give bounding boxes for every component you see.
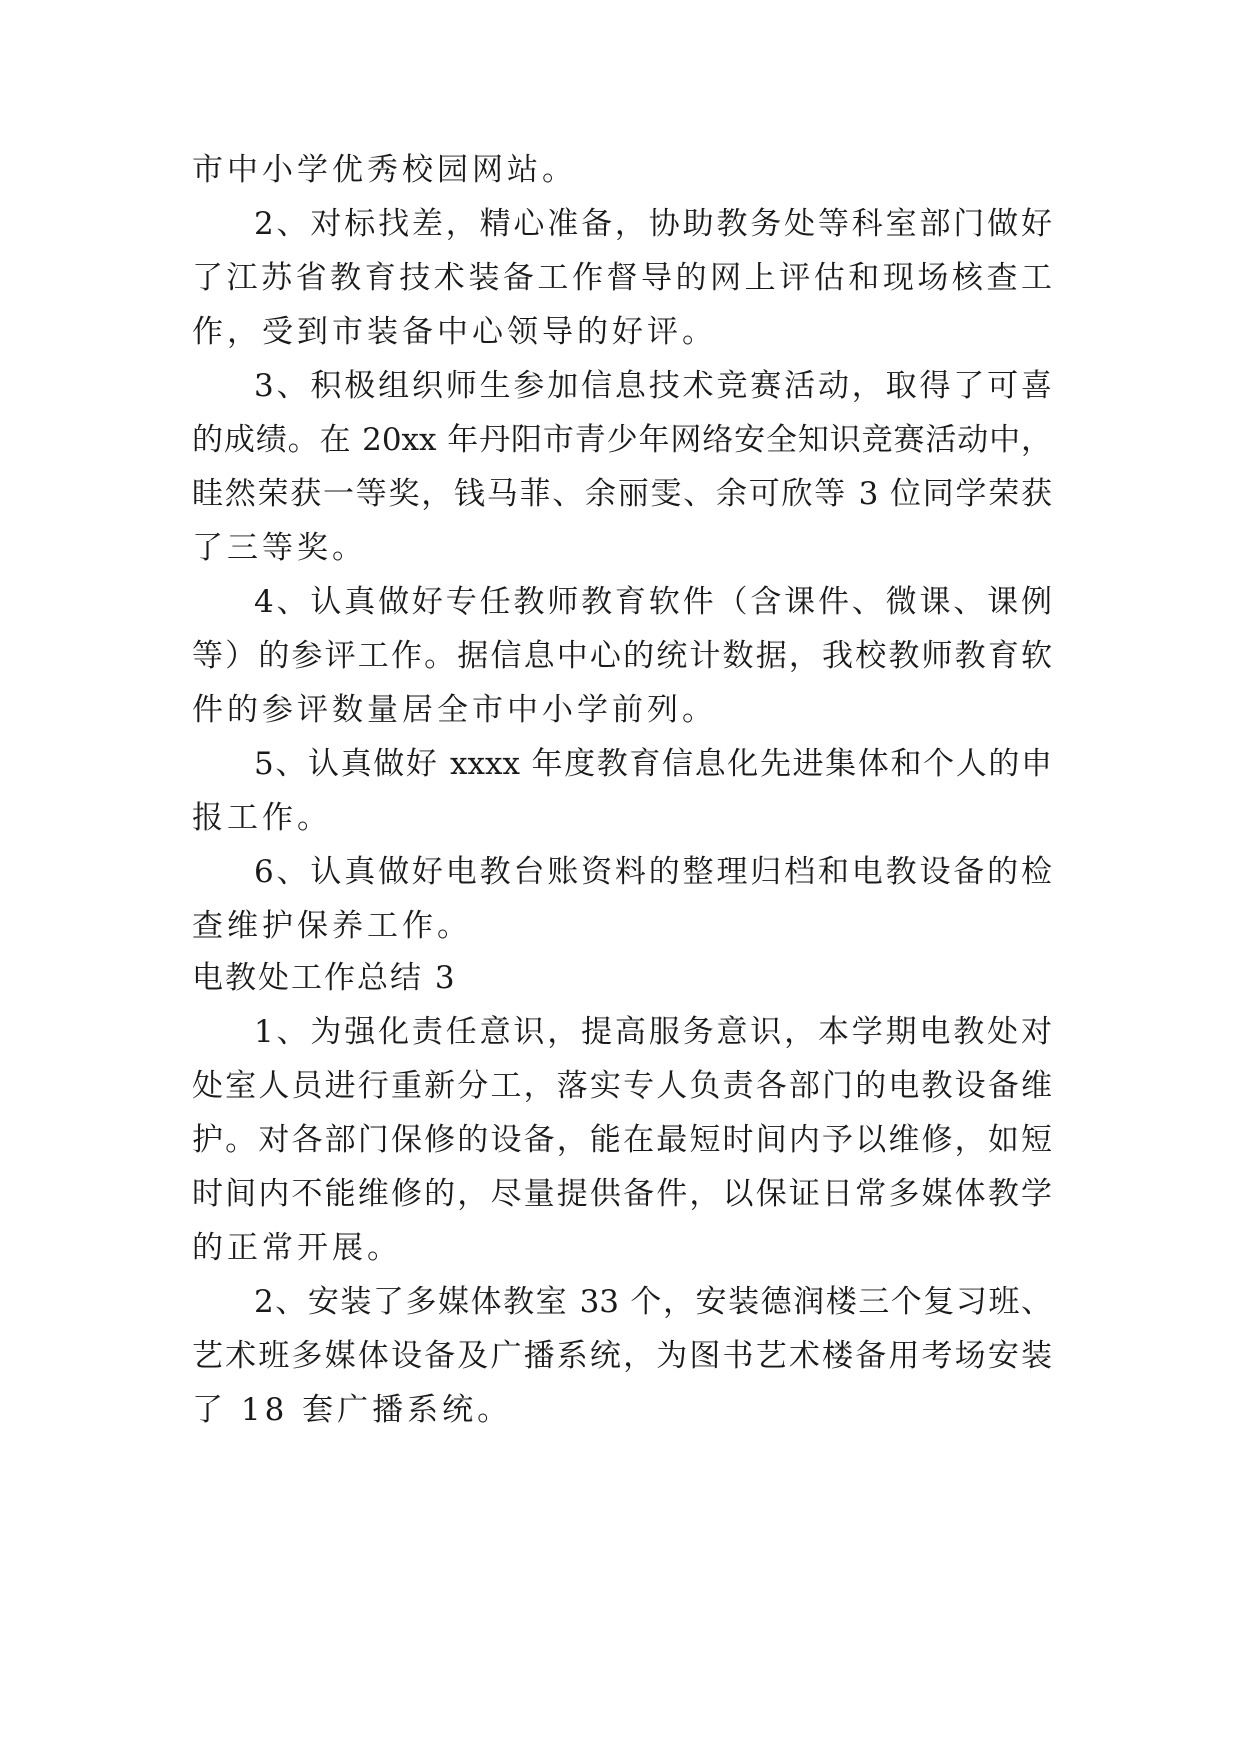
- text-line: 5、认真做好 xxxx 年度教育信息化先进集体和个人的申: [254, 746, 1052, 782]
- text-line: 等）的参评工作。据信息中心的统计数据，我校教师教育软: [192, 638, 1052, 674]
- text-line: 2、对标找差，精心准备，协助教务处等科室部门做好: [254, 206, 1052, 242]
- text-line: 眭然荣获一等奖，钱马菲、余丽雯、余可欣等 3 位同学荣获: [192, 476, 1052, 512]
- text-line: 报工作。: [192, 800, 332, 836]
- text-line: 1、为强化责任意识，提高服务意识，本学期电教处对: [254, 1014, 1052, 1050]
- text-line: 了江苏省教育技术装备工作督导的网上评估和现场核查工: [192, 260, 1052, 296]
- text-line: 6、认真做好电教台账资料的整理归档和电教设备的检: [254, 854, 1052, 890]
- text-line: 2、安装了多媒体教室 33 个，安装德润楼三个复习班、: [254, 1284, 1052, 1320]
- text-line: 时间内不能维修的，尽量提供备件，以保证日常多媒体教学: [192, 1176, 1052, 1212]
- text-line: 的正常开展。: [192, 1230, 402, 1266]
- text-line: 4、认真做好专任教师教育软件（含课件、微课、课例: [254, 584, 1052, 620]
- text-line: 处室人员进行重新分工，落实专人负责各部门的电教设备维: [192, 1068, 1052, 1104]
- text-line: 查维护保养工作。: [192, 908, 472, 944]
- text-line: 了三等奖。: [192, 530, 367, 566]
- text-line: 护。对各部门保修的设备，能在最短时间内予以维修，如短: [192, 1122, 1052, 1158]
- text-line: 作，受到市装备中心领导的好评。: [192, 314, 717, 350]
- text-line: 市中小学优秀校园网站。: [192, 152, 577, 188]
- text-line: 件的参评数量居全市中小学前列。: [192, 692, 717, 728]
- text-line: 艺术班多媒体设备及广播系统，为图书艺术楼备用考场安装: [192, 1338, 1052, 1374]
- section-heading: 电教处工作总结 3: [192, 960, 457, 996]
- text-line: 3、积极组织师生参加信息技术竞赛活动，取得了可喜: [254, 368, 1052, 404]
- text-line: 了 18 套广播系统。: [192, 1392, 513, 1428]
- text-line: 的成绩。在 20xx 年丹阳市青少年网络安全知识竞赛活动中，: [192, 422, 1052, 458]
